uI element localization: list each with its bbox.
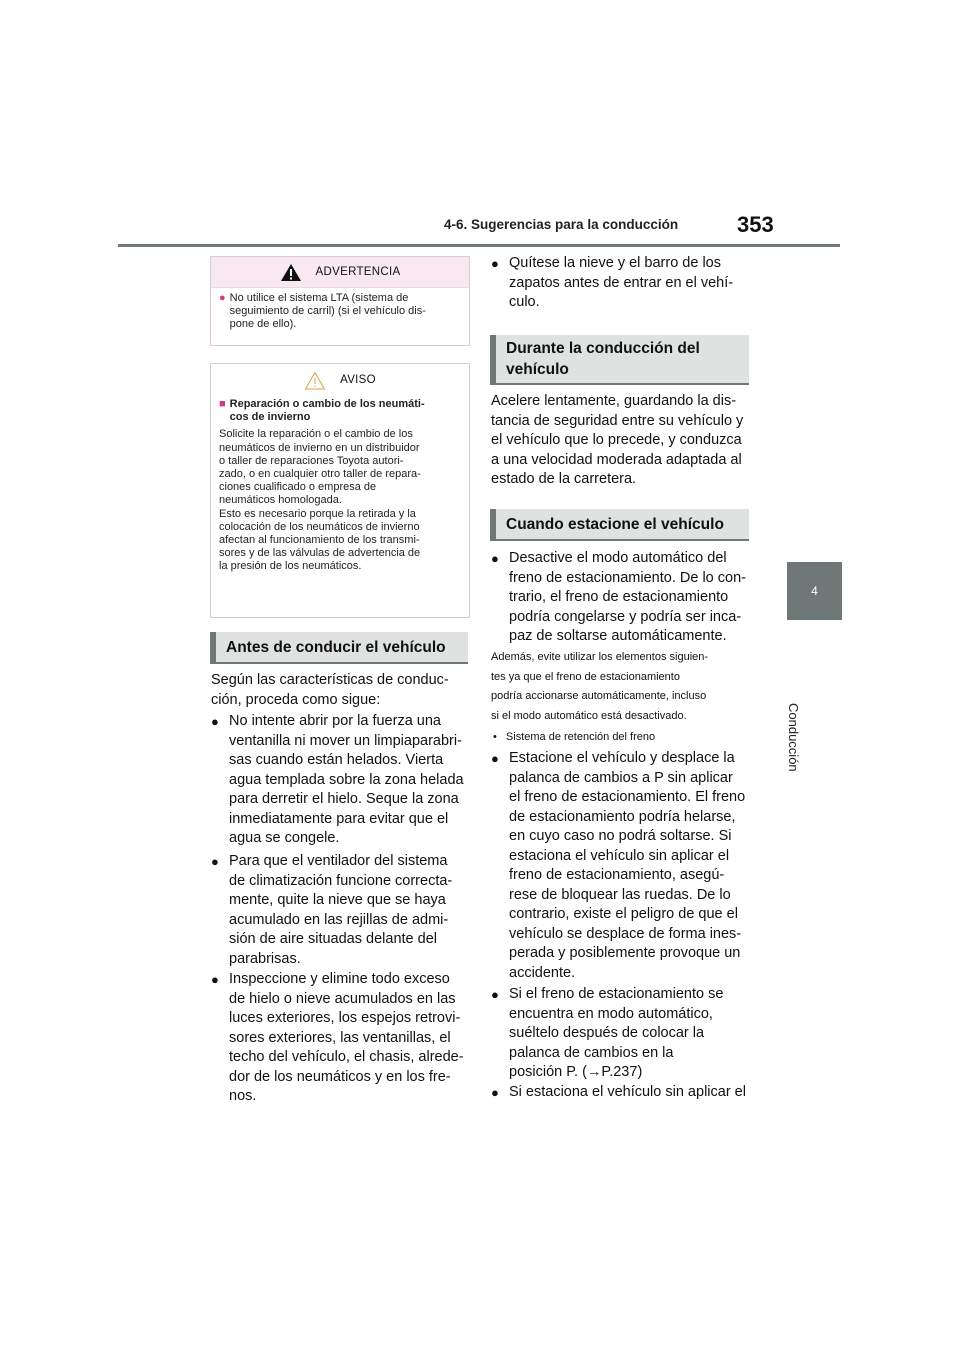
small-bullet-icon: •	[493, 731, 497, 743]
bullet-icon: ●	[211, 972, 219, 987]
text-line: ciones cualificado o empresa de	[219, 481, 377, 494]
list-item: ● Quítese la nieve y el barro de los zapatos antes de entrar en el vehí- culo.	[491, 255, 734, 310]
warning-item	[219, 292, 461, 332]
warning-title: ADVERTENCIA	[315, 266, 401, 278]
notice-box	[210, 363, 470, 618]
heading-parking: Cuando estacione el vehículo	[490, 509, 749, 541]
text-line: Solicite la reparación o el cambio de los	[219, 428, 413, 441]
text-line: neumáticos de invierno en un distribuidor	[219, 441, 420, 454]
page-number: 353	[737, 212, 774, 237]
sub-list-item: • Sistema de retención del freno	[493, 731, 656, 743]
bullet-icon: ●	[491, 1085, 499, 1100]
text-line: Reparación o cambio de los neumáti-	[229, 398, 425, 410]
warning-triangle-icon	[280, 263, 302, 282]
list-item: ● Si el freno de estacionamiento se encuentra en modo automático, suéltelo después de colocar la palanca de cambios en la posición P. (→P.237)	[491, 986, 724, 1080]
list-item: ● No intente abrir por la fuerza una ventanilla ni mover un limpiaparabri- sas cuando están helados. Vierta agua templada sobre la zona helada para derretir el hielo. Seque la zona inmediatamente para evitar que el agua se congele.	[211, 713, 464, 846]
list-item: ● Si estaciona el vehículo sin aplicar el	[491, 1083, 753, 1105]
heading-before-driving: Antes de conducir el vehículo	[210, 632, 468, 664]
chapter-tab[interactable]	[787, 562, 842, 620]
warning-box	[210, 256, 470, 346]
intro-paragraph: Según las características de conduc- ción, proceda como sigue:	[211, 672, 449, 708]
text-line: o taller de reparaciones Toyota autori-	[219, 454, 404, 467]
notice-title: AVISO	[340, 374, 376, 386]
notice-heading	[219, 398, 461, 424]
bullet-icon: ●	[491, 987, 499, 1002]
list-item: ● Desactive el modo automático del freno de estacionamiento. De lo con- trario, el freno de estacionamiento podría congelarse y podría ser inca- paz de soltarse automáticamente.	[491, 550, 746, 644]
text-line: pone de ello).	[229, 318, 297, 331]
chapter-number: 4	[811, 584, 818, 598]
text-line: sores y de las válvulas de advertencia de	[219, 547, 421, 560]
heading-during-driving: Durante la conducción del vehículo	[490, 335, 749, 385]
list-item: ● Inspeccione y elimine todo exceso de hielo o nieve acumulados en las luces exteriores, los espejos retrovi- sores exteriores, las ventanillas, el techo del vehículo, el chasis, alrede- dor de los neumáticos y en los fre- nos.	[211, 971, 464, 1104]
driving-paragraph: Acelere lentamente, guardando la dis- tancia de seguridad entre su vehículo y el vehículo que lo precede, y conduzca a una velocidad moderada adaptada al estado de la carretera.	[491, 393, 744, 488]
bullet-icon: ●	[219, 292, 226, 304]
notice-text	[219, 428, 461, 573]
bullet-icon: ●	[211, 854, 219, 869]
text-line: neumáticos homologada.	[219, 494, 342, 507]
note-paragraph: Además, evite utilizar los elementos siguien- tes ya que el freno de estacionamiento podría accionarse automáticamente, incluso si el modo automático está desactivado.	[491, 651, 709, 722]
bullet-icon: ●	[211, 714, 219, 729]
text-line: seguimiento de carril) (si el vehículo dis-	[229, 305, 426, 318]
section-title: 4-6. Sugerencias para la conducción	[444, 217, 679, 232]
bullet-icon: ●	[491, 751, 499, 766]
header-rule	[118, 244, 840, 247]
bullet-icon: ●	[491, 551, 499, 566]
text-line: colocación de los neumáticos de invierno	[219, 520, 420, 533]
text-line: No utilice el sistema LTA (sistema de	[229, 292, 409, 304]
square-bullet-icon: ■	[219, 398, 226, 410]
list-item: ● Para que el ventilador del sistema de climatización funcione correcta- mente, quite la nieve que se haya acumulado en las rejillas de admi- sión de aire situadas delante del parabrisas.	[211, 853, 453, 967]
chapter-label: Conducción	[786, 703, 801, 772]
notice-triangle-icon	[304, 371, 326, 390]
text-line: la presión de los neumáticos.	[219, 560, 362, 573]
list-item: ● Estacione el vehículo y desplace la palanca de cambios a P sin aplicar el freno de estacionamiento. El freno de estacionamiento podría helarse, en cuyo caso no podrá soltarse. Si estaciona el vehículo sin aplicar el freno de estacionamiento, asegú- rese de bloquear las ruedas. De lo contrario, existe el peligro de que el vehículo se desplace de forma ines- perada y posiblemente provoque un accidente.	[491, 750, 746, 981]
text-line: cos de invierno	[229, 411, 311, 424]
text-line: zado, o en cualquier otro taller de repara-	[219, 468, 421, 481]
text-line: Esto es necesario porque la retirada y la	[219, 507, 416, 520]
bullet-icon: ●	[491, 256, 499, 271]
text-line: afectan al funcionamiento de los transmi-	[219, 534, 420, 547]
